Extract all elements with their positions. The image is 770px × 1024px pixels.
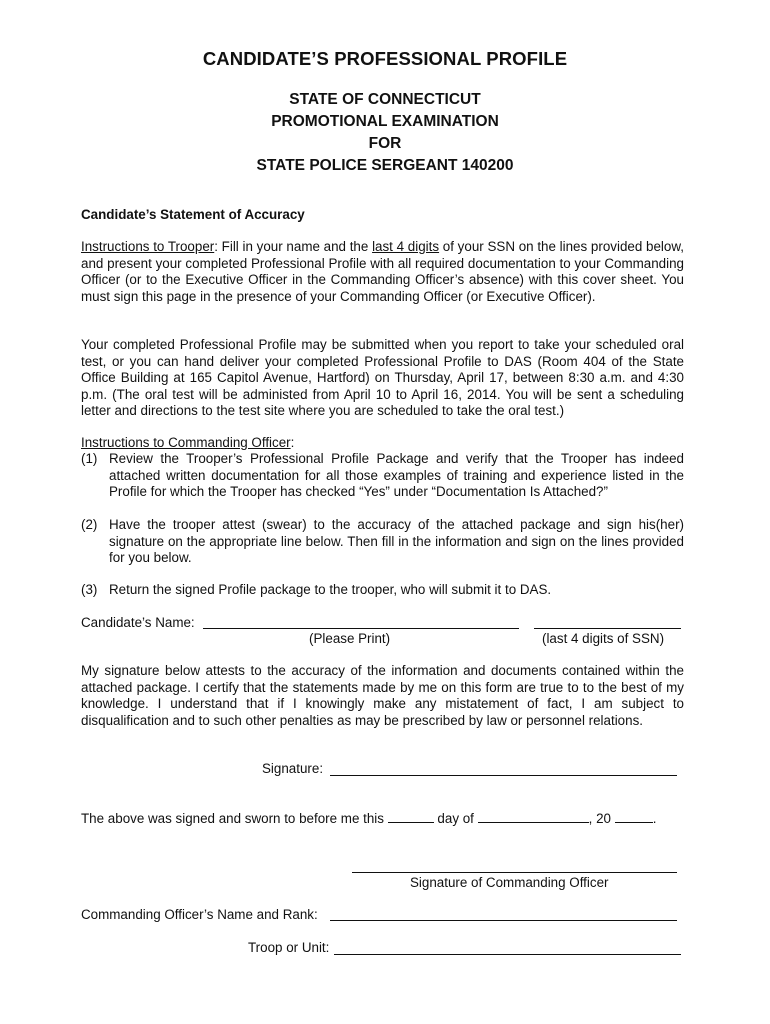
sworn-statement [81,810,656,828]
submission-paragraph: Your completed Professional Profile may be submitted when you report to take your scheduled oral test, or you can hand deliver your completed Professional Profile to DAS (Room 404 of the State Office Building at 165 Capitol Avenue, Hartford) on Thursday, April 17, between 8:30 a.m. and 4:30 p.m. (The oral test will be administed from April 10 to April 16, 2014. You will be sent a scheduling letter and directions to the test site where you are scheduled to take the oral test.) [81,337,684,418]
section-heading: Candidate’s Statement of Accuracy [81,207,305,222]
trooper-instructions-text-a: : Fill in your name and the [214,239,373,254]
sworn-period: . [652,811,657,826]
item-text: Return the signed Profile package to the trooper, who will submit it to DAS. [109,582,552,597]
document-title: CANDIDATE’S PROFESSIONAL PROFILE [202,48,568,69]
item-number: (2) [81,517,98,532]
name-caption: (Please Print) [309,631,391,646]
subtitle-line-2: PROMOTIONAL EXAMINATION [271,113,499,130]
sworn-year-prefix: , 20 [588,811,611,826]
subtitle-line-1: STATE OF CONNECTICUT [289,91,481,108]
officer-instructions-label: Instructions to Commanding Officer [81,435,291,450]
officer-instructions-heading [81,435,684,452]
candidate-signature-line[interactable] [330,775,677,776]
trooper-instructions-label: Instructions to Trooper [81,239,215,254]
sworn-day-of: day of [437,811,474,826]
trooper-instructions-text-b: of your SSN on the lines provided below, and present your completed Professional Profile with all required documentation to your Commanding Officer (or to the Executive Officer in the Commanding Officer’s absence) with this cover sheet. You must sign this page in the presence of your Commanding Officer (or Executive Officer). [81,239,684,304]
trooper-instructions-paragraph [81,239,684,305]
candidate-name-line[interactable] [203,628,519,629]
candidate-name-label: Candidate’s Name: [81,615,195,630]
co-signature-caption: Signature of Commanding Officer [410,875,609,890]
co-name-rank-label: Commanding Officer’s Name and Rank: [81,907,318,922]
sworn-day-blank[interactable] [388,810,434,823]
ssn-last4-line[interactable] [534,628,681,629]
subtitle-line-3: FOR [368,135,402,152]
signature-label: Signature: [262,761,324,776]
item-text: Review the Trooper’s Professional Profile Package and verify that the Trooper has indeed attached written documentation for all those examples of training and experience listed in the Profile for which the Trooper has checked “Yes” under “Documentation Is Attached?” [109,451,684,499]
attestation-paragraph: My signature below attests to the accuracy of the information and documents contained within the attached package. I certify that the statements made by me on this form are true to to the best of my knowledge. I understand that if I knowingly make any mistatement of fact, I am subject to disqualification and to such other penalties as may be prescribed by law or personnel relations. [81,663,684,728]
commanding-officer-signature-line[interactable] [352,872,677,873]
officer-instruction-item-1 [81,451,684,501]
ssn-caption: (last 4 digits of SSN) [542,631,665,646]
sworn-year-blank[interactable] [615,810,653,823]
trooper-instructions-emphasis: last 4 digits [372,239,440,254]
officer-instructions-colon: : [290,435,295,450]
troop-unit-line[interactable] [334,954,681,955]
item-number: (1) [81,451,98,466]
item-text: Have the trooper attest (swear) to the accuracy of the attached package and sign his(her) signature on the appropriate line below. Then fill in the information and sign on the lines provided for you below. [109,517,684,565]
officer-instruction-item-2 [81,517,684,567]
subtitle-line-4: STATE POLICE SERGEANT 140200 [256,157,514,174]
troop-unit-label: Troop or Unit: [248,940,330,955]
item-number: (3) [81,582,98,597]
co-name-rank-line[interactable] [330,920,677,921]
officer-instruction-item-3 [81,582,684,599]
sworn-prefix: The above was signed and sworn to before me this [81,811,384,826]
sworn-month-blank[interactable] [478,810,589,823]
